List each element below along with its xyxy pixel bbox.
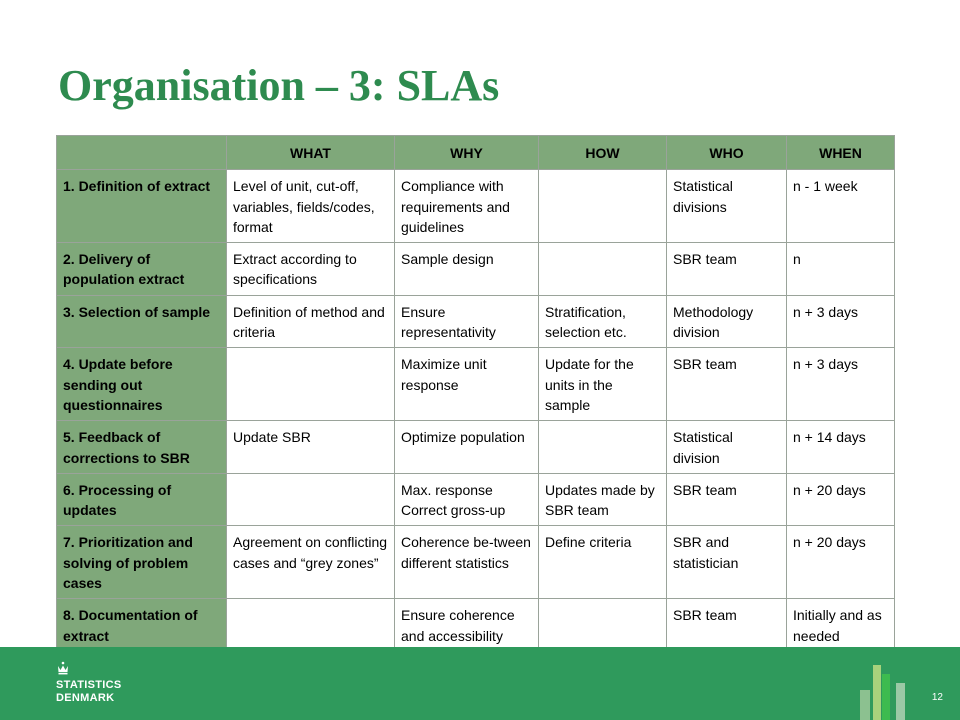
cell-what [227,599,395,652]
cell-how [539,170,667,243]
table-row [57,473,895,526]
cell-what: Update SBR [227,421,395,474]
header-cell-why: WHY [395,136,539,170]
row-label: 3. Selection of sample [57,295,227,348]
header-cell-when: WHEN [787,136,895,170]
header-cell-who: WHO [667,136,787,170]
cell-how [539,243,667,296]
table-row [57,599,895,652]
cell-why: Ensure representativity [395,295,539,348]
cell-how [539,599,667,652]
cell-who: Methodology division [667,295,787,348]
logo-text-statistics: STATISTICS [56,679,122,691]
cell-what: Extract according to specifications [227,243,395,296]
row-label: 7. Prioritization and solving of problem cases [57,526,227,599]
header-cell-empty [57,136,227,170]
header-cell-how: HOW [539,136,667,170]
sla-table [56,135,895,652]
table-row [57,170,895,243]
cell-who: Statistical division [667,421,787,474]
row-label: 1. Definition of extract [57,170,227,243]
cell-when: Initially and as needed [787,599,895,652]
header-cell-what: WHAT [227,136,395,170]
cell-when: n + 20 days [787,473,895,526]
logo-text-denmark: DENMARK [56,692,115,704]
cell-how: Stratification, selection etc. [539,295,667,348]
cell-how: Update for the units in the sample [539,348,667,421]
cell-who: SBR team [667,599,787,652]
cell-who: SBR team [667,243,787,296]
cell-how: Updates made by SBR team [539,473,667,526]
cell-why: Optimize population [395,421,539,474]
cell-what: Agreement on conflicting cases and “grey zones” [227,526,395,599]
table-row [57,348,895,421]
cell-what: Level of unit, cut-off, variables, fields/codes, format [227,170,395,243]
table-row [57,526,895,599]
page-number: 12 [931,692,943,703]
table-row [57,243,895,296]
cell-who: Statistical divisions [667,170,787,243]
cell-when: n + 3 days [787,295,895,348]
row-label: 8. Documentation of extract [57,599,227,652]
footer-bar [0,647,960,720]
cell-when: n + 3 days [787,348,895,421]
cell-why: Ensure coherence and accessibility [395,599,539,652]
row-label: 2. Delivery of population extract [57,243,227,296]
cell-who: SBR team [667,348,787,421]
cell-how: Define criteria [539,526,667,599]
cell-who: SBR and statistician [667,526,787,599]
row-label: 4. Update before sending out questionnaires [57,348,227,421]
cell-why: Compliance with requirements and guidelines [395,170,539,243]
cell-what [227,473,395,526]
table-header-row [57,136,895,170]
cell-what: Definition of method and criteria [227,295,395,348]
row-label: 6. Processing of updates [57,473,227,526]
cell-when: n [787,243,895,296]
cell-when: n + 14 days [787,421,895,474]
statistics-denmark-logo [56,661,156,711]
cell-when: n - 1 week [787,170,895,243]
table-row [57,421,895,474]
cell-when: n + 20 days [787,526,895,599]
table-row [57,295,895,348]
crown-icon [56,661,70,675]
bar-graphic-icon [860,647,916,720]
cell-what [227,348,395,421]
cell-why: Max. response Correct gross-up [395,473,539,526]
cell-why: Coherence be-tween different statistics [395,526,539,599]
cell-how [539,421,667,474]
cell-why: Sample design [395,243,539,296]
cell-why: Maximize unit response [395,348,539,421]
page-title: Organisation – 3: SLAs [58,61,500,110]
cell-who: SBR team [667,473,787,526]
row-label: 5. Feedback of corrections to SBR [57,421,227,474]
